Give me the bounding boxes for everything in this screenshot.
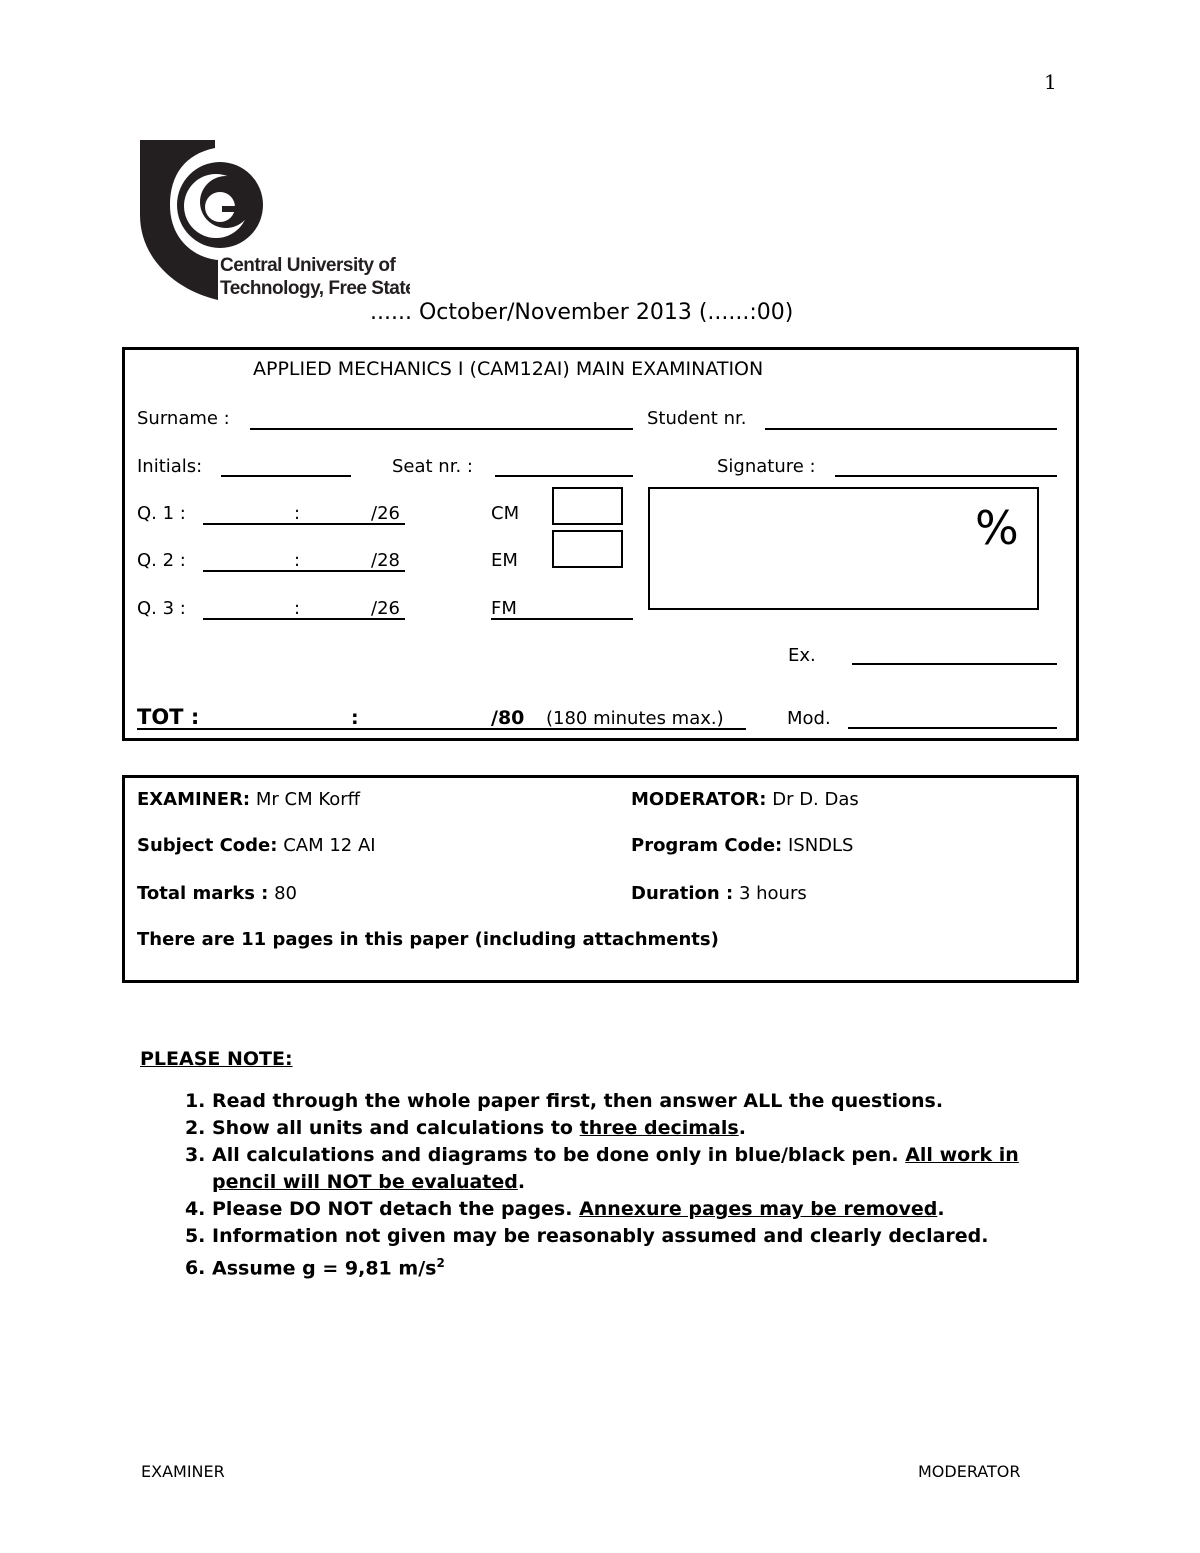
initials-label: Initials:	[137, 456, 203, 477]
footer-moderator: MODERATOR	[918, 1462, 1021, 1481]
tot-separator: :	[351, 707, 359, 729]
instruction-6	[212, 1250, 1072, 1282]
instruction-6-text: Assume g = 9,81 m/s	[212, 1257, 437, 1280]
moderator-value: Dr D. Das	[772, 789, 859, 810]
exam-date: ...... October/November 2013 (......:00)	[370, 300, 794, 325]
percentage-box[interactable]	[648, 487, 1039, 610]
cm-box[interactable]	[552, 487, 623, 525]
q2-max: /28	[371, 550, 400, 571]
q3-max: /26	[371, 598, 400, 619]
signature-field[interactable]	[835, 475, 1057, 477]
footer-examiner: EXAMINER	[141, 1462, 225, 1481]
q3-code: FM	[491, 598, 517, 619]
q3-separator: :	[294, 598, 301, 619]
instruction-2-underlined: three decimals	[579, 1117, 739, 1139]
instruction-3	[212, 1142, 1072, 1196]
examiner-label: EXAMINER:	[137, 789, 251, 810]
logo-line-2: Technology, Free State	[220, 278, 410, 299]
instruction-5	[212, 1223, 1072, 1250]
em-box[interactable]	[552, 530, 623, 568]
instruction-3-end: .	[517, 1171, 526, 1193]
instruction-4-end: .	[937, 1198, 945, 1220]
total-marks-label: Total marks :	[137, 883, 269, 904]
duration-value: 3 hours	[738, 883, 807, 904]
program-code-value: ISNDLS	[787, 835, 854, 856]
please-note-title: PLEASE NOTE:	[140, 1048, 293, 1070]
q2-label: Q. 2 :	[137, 550, 186, 571]
student-nr-field[interactable]	[765, 428, 1057, 430]
instruction-4-text: Please DO NOT detach the pages.	[212, 1198, 580, 1220]
percent-symbol: %	[975, 501, 1019, 555]
instruction-3-text: All calculations and diagrams to be done only in blue/black pen.	[212, 1144, 906, 1166]
moderator-label: MODERATOR:	[631, 789, 767, 810]
pages-note: There are 11 pages in this paper (including attachments)	[137, 929, 719, 950]
moderator-sign-field[interactable]	[848, 727, 1057, 729]
logo-line-1: Central University of	[220, 255, 396, 276]
q1-max: /26	[371, 503, 400, 524]
instruction-6-superscript: 2	[436, 1256, 445, 1270]
tot-label: TOT :	[137, 705, 200, 729]
tot-note: (180 minutes max.)	[546, 708, 724, 729]
cover-box	[122, 347, 1079, 741]
q1-code: CM	[491, 503, 520, 524]
instruction-1-text: Read through the whole paper first, then answer ALL the questions.	[212, 1090, 944, 1112]
seat-nr-field[interactable]	[495, 475, 633, 477]
university-logo	[140, 140, 410, 300]
q1-label: Q. 1 :	[137, 503, 186, 524]
q3-label: Q. 3 :	[137, 598, 186, 619]
q2-separator: :	[294, 550, 301, 571]
examiner-value: Mr CM Korff	[255, 789, 361, 810]
instruction-5-text: Information not given may be reasonably assumed and clearly declared.	[212, 1225, 989, 1247]
fm-field[interactable]	[491, 618, 633, 620]
tot-max: /80	[491, 707, 525, 729]
signature-label: Signature :	[717, 456, 816, 477]
page-number: 1	[1044, 70, 1057, 94]
surname-field[interactable]	[250, 428, 633, 430]
mod-label: Mod.	[787, 708, 831, 729]
total-marks-value: 80	[274, 883, 298, 904]
instruction-2-end: .	[738, 1117, 746, 1139]
instructions-list	[172, 1088, 1072, 1282]
instruction-2-text: Show all units and calculations to	[212, 1117, 580, 1139]
exam-info-box	[122, 775, 1079, 983]
program-code-label: Program Code:	[631, 835, 783, 856]
instruction-4-underlined: Annexure pages may be removed	[579, 1198, 938, 1220]
instruction-2	[212, 1115, 1072, 1142]
subject-code-value: CAM 12 AI	[283, 835, 376, 856]
exam-title: APPLIED MECHANICS I (CAM12AI) MAIN EXAMINATION	[253, 358, 764, 380]
initials-field[interactable]	[221, 475, 351, 477]
instruction-3-underlined: All work in pencil will NOT be evaluated	[212, 1144, 1019, 1193]
q1-separator: :	[294, 503, 301, 524]
surname-label: Surname :	[137, 408, 230, 429]
subject-code-label: Subject Code:	[137, 835, 278, 856]
cut-logo-icon	[140, 140, 410, 300]
ex-label: Ex.	[788, 645, 816, 666]
seat-nr-label: Seat nr. :	[392, 456, 473, 477]
q2-code: EM	[491, 550, 518, 571]
instruction-1	[212, 1088, 1072, 1115]
student-nr-label: Student nr.	[647, 408, 747, 429]
examiner-sign-field[interactable]	[852, 663, 1057, 665]
duration-label: Duration :	[631, 883, 734, 904]
instruction-4	[212, 1196, 1072, 1223]
